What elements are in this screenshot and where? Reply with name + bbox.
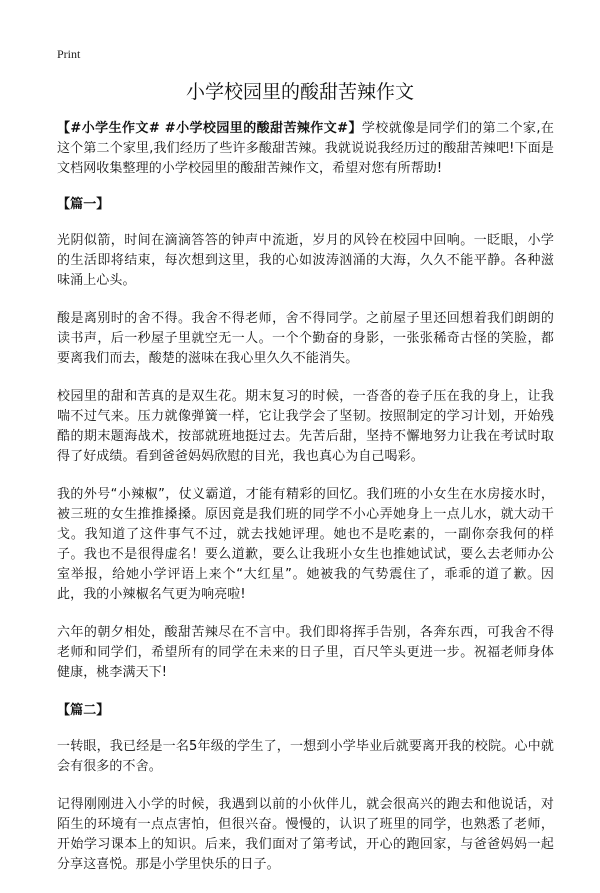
paragraph: 校园里的甜和苦真的是双生花。期末复习的时候，一沓沓的卷子压在我的身上，让我喘不过气来。压力就像弹簧一样，它让我学会了坚韧。按照制定的学习计划，开始残酷的期末题海战术，按部就班地挺过去。先苦后甜，坚持不懈地努力让我在考试时取得了好成绩。看到爸爸妈妈欣慰的目光，我也真心为自己喝彩。 — [57, 389, 554, 464]
paragraph: 记得刚刚进入小学的时候，我遇到以前的小伙伴儿，就会很高兴的跑去和他说话，对陌生的环境有一点点害怕，但很兴奋。慢慢的，认识了班里的同学，也熟悉了老师，开始学习课本上的知识。后来，我们面对了第考试，开心的跑回家，与爸爸妈妈一起分享这喜悦。那是小学里快乐的日子。 — [57, 797, 554, 872]
intro-tag: 【#小学生作文# #小学校园里的酸甜苦辣作文#】 — [57, 121, 362, 136]
intro-paragraph — [57, 119, 554, 179]
paragraph: 我的外号“小辣椒”，仗义霸道，才能有精彩的回忆。我们班的小女生在水房接水时，被三班的女生推推搡搡。原因竟是我们班的同学不小心弄她身上一点儿水，就大动干戈。我知道了这件事气不过，就去找她评理。她也不是吃素的，一副你奈我何的样子。我也不是很得虚名！要么道歉，要么让我班小女生也推她试试，要么去老师办公室举报，给她小学评语上来个“大红星”。她被我的气势震住了，乖乖的道了歉。因此，我的小辣椒名气更为响亮啦! — [57, 487, 554, 602]
section-heading-2: 【篇二】 — [57, 703, 110, 718]
paragraph: 六年的朝夕相处，酸甜苦辣尽在不言中。我们即将挥手告别，各奔东西，可我舍不得老师和同学们，希望所有的同学在未来的日子里，百尺竿头更进一步。祝福老师身体健康，桃李满天下! — [57, 625, 554, 680]
page-title: 小学校园里的酸甜苦辣作文 — [185, 81, 414, 103]
article-body — [57, 119, 554, 893]
paragraph: 酸是离别时的舍不得。我舍不得老师，舍不得同学。之前屋子里还回想着我们朗朗的读书声，后一秒屋子里就空无一人。一个个勤奋的身影，一张张稀奇古怪的笑脸，都要离我们而去，酸楚的滋味在我心里久久不能消失。 — [57, 311, 554, 366]
section-heading-1: 【篇一】 — [57, 197, 110, 212]
paragraph: 光阴似箭，时间在滴滴答答的钟声中流逝，岁月的风铃在校园中回响。一眨眼，小学的生活即将结束，每次想到这里，我的心如波涛汹涌的大海，久久不能平静。各种滋味涌上心头。 — [57, 233, 554, 288]
paragraph: 一转眼，我已经是一名5年级的学生了，一想到小学毕业后就要离开我的校院。心中就会有很多的不舍。 — [57, 739, 554, 774]
intro-text: 学校就像是同学们的第二个家,在这个第二个家里,我们经历了些许多酸甜苦辣。我就说说我经历过的酸甜苦辣吧!下面是文档网收集整理的小学校园里的酸甜苦辣作文，希望对您有所帮助! — [57, 121, 554, 176]
print-link[interactable]: Print — [57, 47, 81, 61]
